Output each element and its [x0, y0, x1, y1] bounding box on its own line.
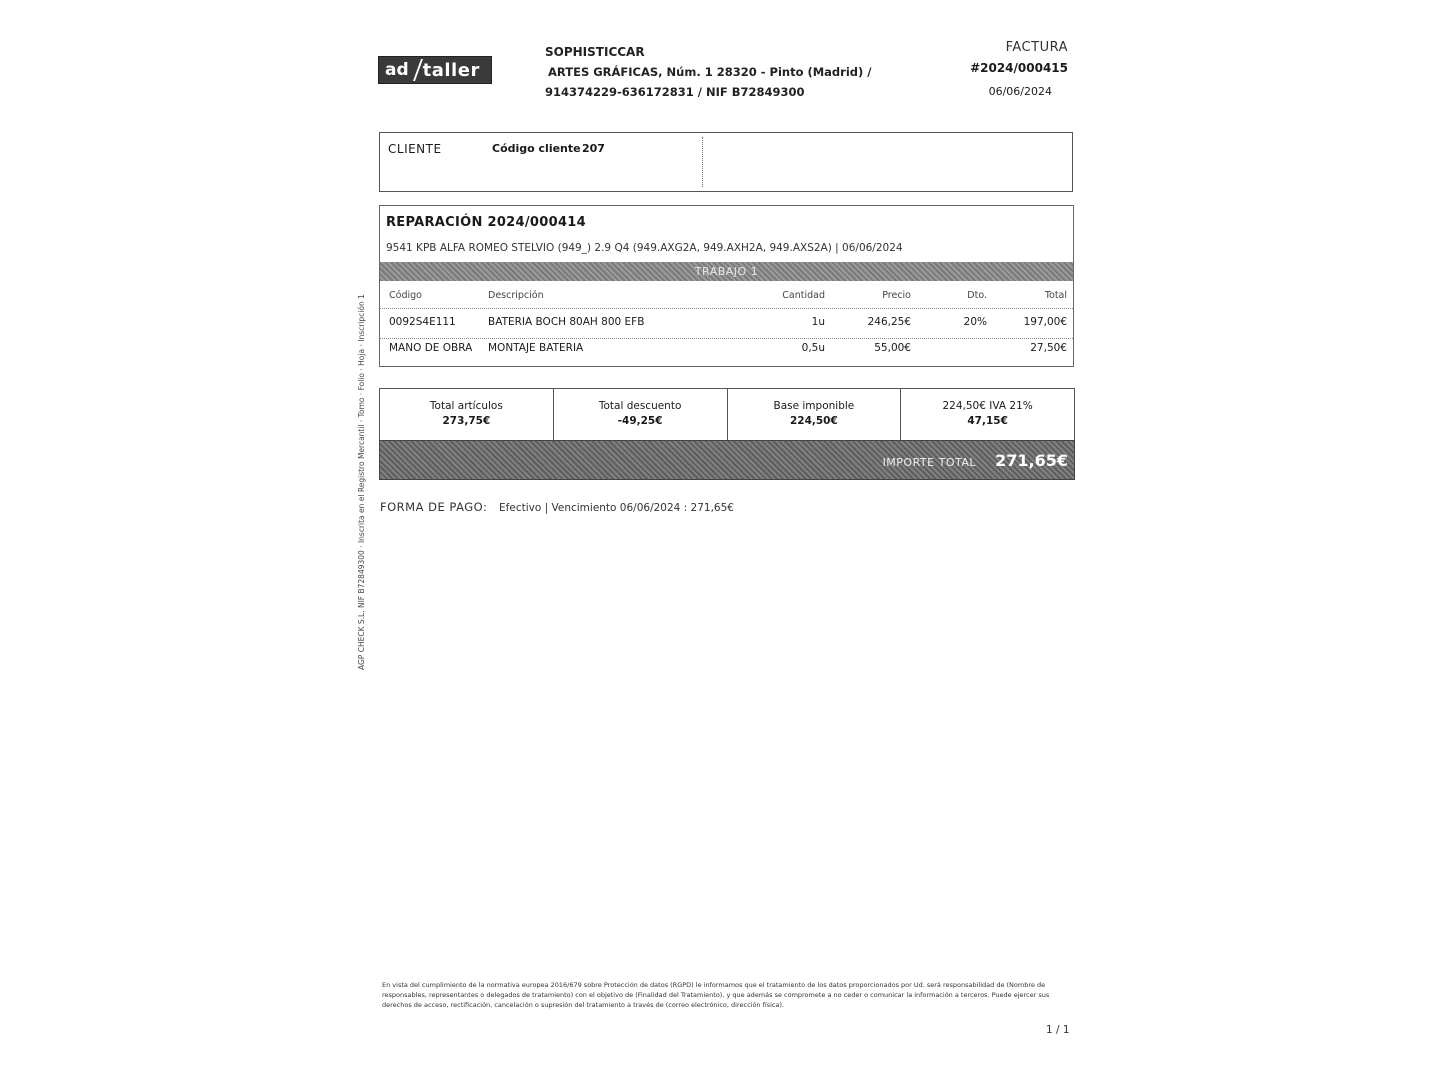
- row-quantity: 1u: [811, 316, 825, 328]
- taxable-base-value: 224,50€: [789, 415, 838, 427]
- row-description: BATERIA BOCH 80AH 800 EFB: [488, 316, 645, 328]
- col-price: Precio: [882, 290, 911, 301]
- totals-box: [379, 388, 1075, 442]
- row-total: 197,00€: [1023, 316, 1067, 328]
- company-name: SOPHISTICCAR: [545, 45, 645, 59]
- payment-line: [380, 500, 734, 514]
- row-discount: 20%: [963, 316, 987, 328]
- row-code: 0092S4E111: [389, 316, 456, 328]
- vehicle-line: 9541 KPB ALFA ROMEO STELVIO (949_) 2.9 Q4 (949.AXG2A, 949.AXH2A, 949.AXS2A) | 06/06/2024: [386, 242, 903, 254]
- invoice-label: FACTURA: [1005, 40, 1068, 55]
- client-code-label: Código cliente: [492, 142, 581, 155]
- col-total: Total: [1044, 290, 1067, 301]
- row-quantity: 0,5u: [801, 342, 825, 354]
- company-phones-nif: 914374229-636172831 / NIF B72849300: [545, 85, 805, 99]
- invoice-number: #2024/000415: [970, 61, 1068, 75]
- col-description: Descripción: [488, 290, 544, 301]
- row-price: 246,25€: [867, 316, 911, 328]
- client-box-divider: [702, 137, 703, 187]
- logo-ad-text: ad: [385, 60, 409, 80]
- logo-separator: [413, 59, 423, 81]
- ad-taller-logo: [378, 56, 492, 84]
- invoice-date: 06/06/2024: [988, 85, 1052, 98]
- total-articles-cell: [380, 389, 554, 441]
- invoice-header: [970, 40, 1068, 98]
- col-code: Código: [389, 290, 422, 301]
- grand-total-label: IMPORTE TOTAL: [882, 456, 976, 469]
- client-code-value: 207: [582, 142, 605, 155]
- grand-total-bar: [379, 440, 1075, 480]
- row-description: MONTAJE BATERIA: [488, 342, 584, 354]
- client-label: CLIENTE: [388, 142, 442, 156]
- iva-label: 224,50€ IVA 21%: [942, 400, 1033, 412]
- repair-title: REPARACIÓN 2024/000414: [386, 215, 586, 230]
- total-articles-value: 273,75€: [442, 415, 491, 427]
- payment-value: Efectivo | Vencimiento 06/06/2024 : 271,65€: [499, 502, 734, 514]
- total-discount-value: -49,25€: [617, 415, 663, 427]
- total-discount-label: Total descuento: [598, 400, 682, 412]
- client-box: [379, 132, 1073, 192]
- payment-label: FORMA DE PAGO:: [380, 500, 488, 514]
- taxable-base-cell: [728, 389, 902, 441]
- legal-notice: En vista del cumplimiento de la normativa europea 2016/679 sobre Protección de datos (RGPD) le informamos que el tratamiento de los datos proporcionados por Ud. será responsabilidad de (Nombre de responsables, representantes o delegados de tratamiento) con el objetivo de (Finalidad del Tratamiento), y que además se compromete a no ceder o comunicar la información a terceros. Puede ejercer sus derechos de acceso, rectificación, cancelación o supresión del tratamiento a través de (correo electrónico, dirección física).: [382, 981, 1050, 1009]
- table-row: [380, 338, 1073, 364]
- page-number: 1 / 1: [1046, 1024, 1070, 1036]
- col-quantity: Cantidad: [782, 290, 825, 301]
- row-code: MANO DE OBRA: [389, 342, 473, 354]
- registry-side-text: AGP CHECK S.L. NIF B72849300 · Inscrita en el Registro Mercantil · Tomo · Folio · Hoja · Inscripción 1: [357, 294, 366, 670]
- repair-box: [379, 205, 1074, 367]
- table-header: [380, 286, 1073, 309]
- company-address: ARTES GRÁFICAS, Núm. 1 28320 - Pinto (Madrid) /: [548, 65, 872, 79]
- col-discount: Dto.: [967, 290, 987, 301]
- iva-value: 47,15€: [967, 415, 1008, 427]
- total-discount-cell: [554, 389, 728, 441]
- iva-cell: [901, 389, 1074, 441]
- row-price: 55,00€: [874, 342, 911, 354]
- total-articles-label: Total artículos: [429, 400, 503, 412]
- table-row: [380, 312, 1073, 339]
- logo-taller-text: taller: [422, 59, 480, 81]
- work-bar: TRABAJO 1: [380, 262, 1073, 281]
- grand-total-value: 271,65€: [995, 451, 1068, 470]
- row-total: 27,50€: [1030, 342, 1067, 354]
- taxable-base-label: Base imponible: [773, 400, 855, 412]
- company-info: [545, 42, 871, 102]
